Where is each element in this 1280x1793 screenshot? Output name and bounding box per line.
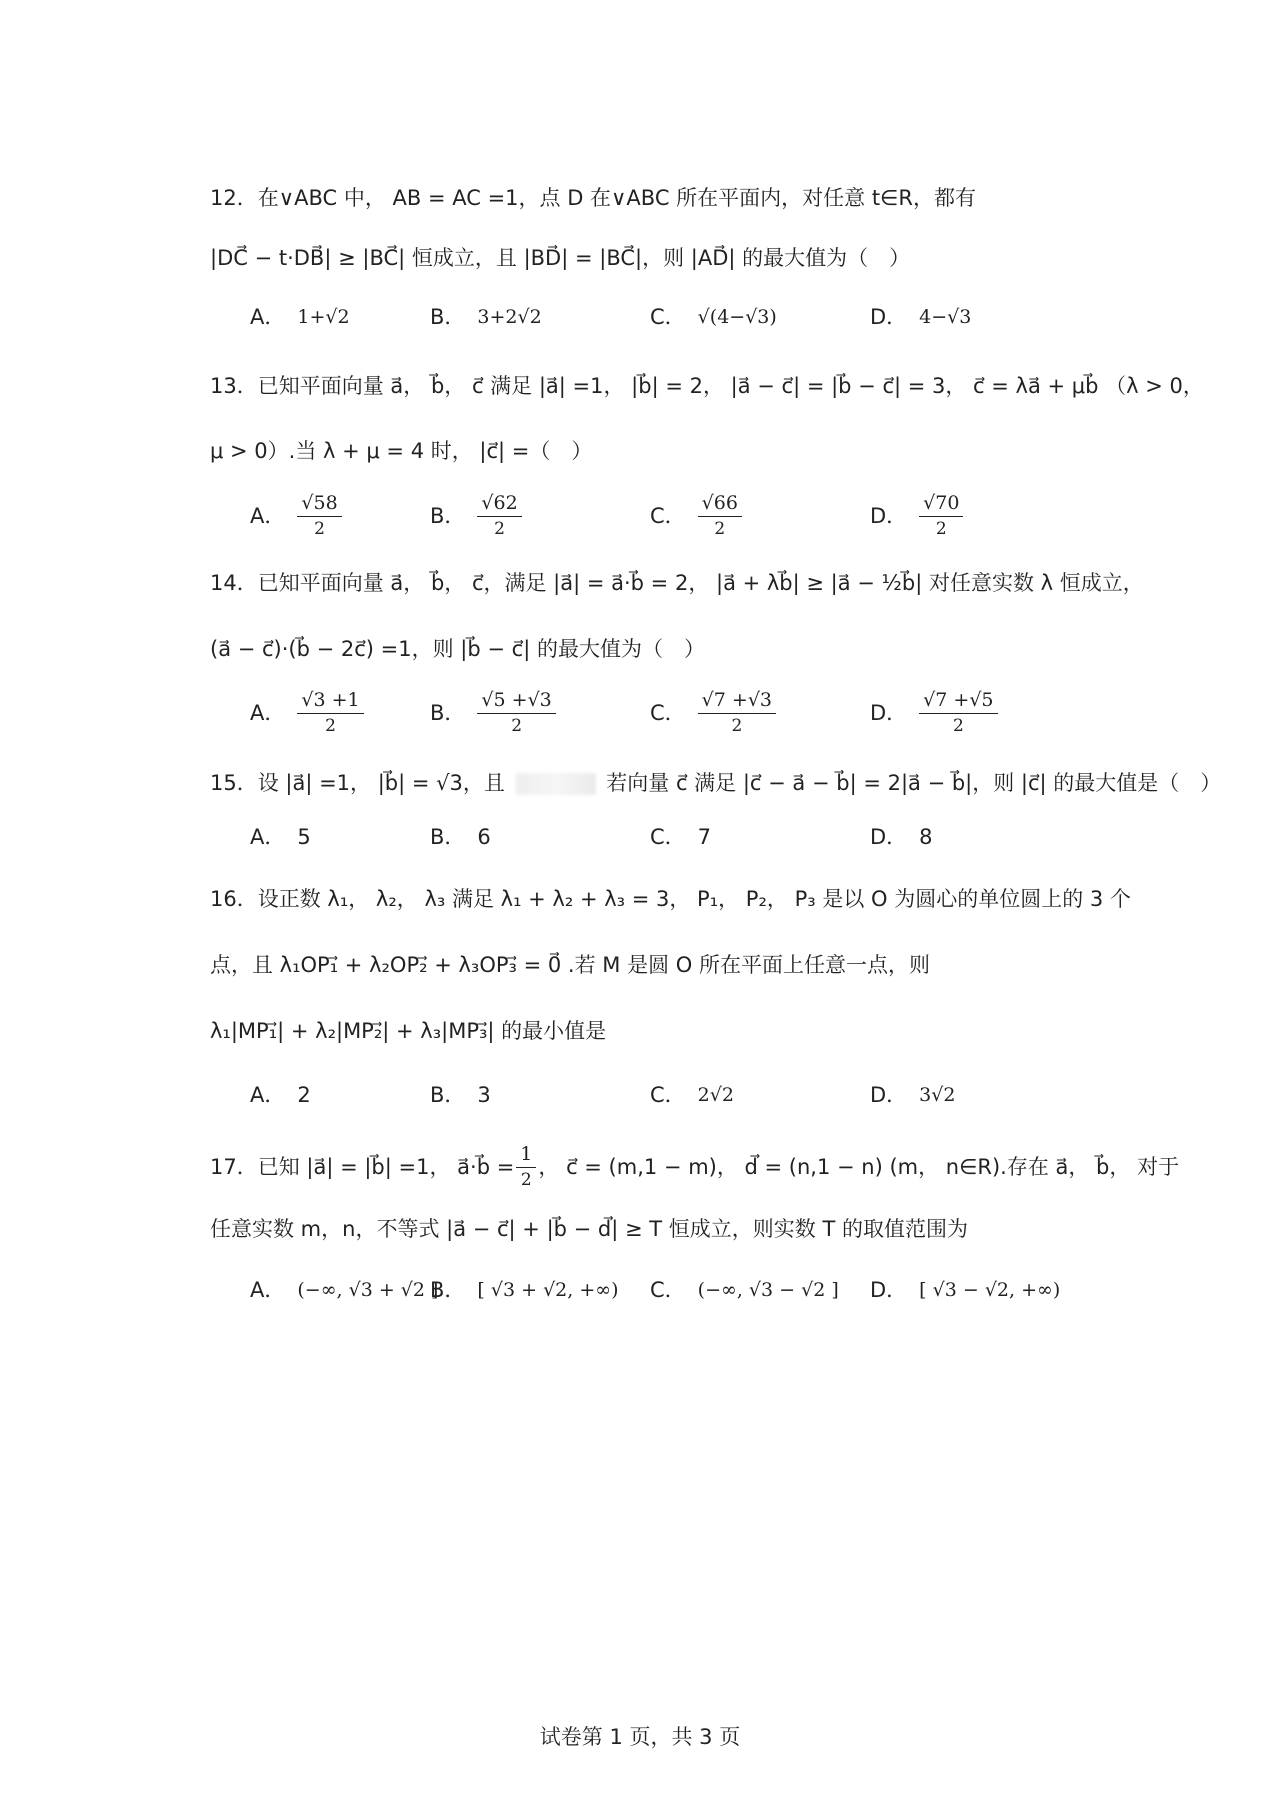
q15-line1-start: 15．设 |a⃗| =1， |b⃗| = √3，且	[210, 771, 505, 795]
q17-line1-end: ， c⃗ = (m,1 − m)， d⃗ = (n,1 − n) (m， n∈R).存在 a⃗， b⃗， 对于	[538, 1155, 1180, 1179]
q15-options	[0, 822, 1280, 862]
q15-line1-end: 若向量 c⃗ 满足 |c⃗ − a⃗ − b⃗| = 2|a⃗ − b⃗|，则 |c⃗| 的最大值是（ ）	[606, 771, 1222, 795]
q12-option-a[interactable]: A． 1+√2	[250, 305, 350, 329]
q13-option-b[interactable]: B． $\frac{√62}{2}$	[430, 493, 522, 539]
q15-option-a[interactable]: A． 5	[250, 825, 311, 849]
q16-option-d[interactable]: D． 3√2	[870, 1083, 956, 1107]
fraction: $\frac{√7 +√3}{2}$	[698, 690, 776, 736]
q12-line1: 12．在∨ABC 中， AB = AC =1，点 D 在∨ABC 所在平面内，对任意 t∈R，都有	[210, 186, 976, 210]
q17-option-b[interactable]: B． [ √3 + √2, +∞)	[430, 1278, 619, 1302]
q14-option-d[interactable]: D． $\frac{√7 +√5}{2}$	[870, 690, 998, 736]
q12-line2: |DC⃗ − t·DB⃗| ≥ |BC⃗| 恒成立，且 |BD⃗| = |BC⃗|，则 |AD⃗| 的最大值为（ ）	[210, 246, 911, 270]
q12-option-d[interactable]: D． 4−√3	[870, 305, 972, 329]
q12-option-c[interactable]: C． √(4−√3)	[650, 305, 777, 329]
fraction: $\frac{√58}{2}$	[297, 493, 341, 539]
q14-line1: 14．已知平面向量 a⃗， b⃗， c⃗，满足 |a⃗| = a⃗·b⃗ = 2， |a⃗ + λb⃗| ≥ |a⃗ − ½b⃗| 对任意实数 λ 恒成立，	[210, 571, 1144, 595]
blurred-region	[516, 773, 596, 795]
fraction: $\frac{√70}{2}$	[919, 493, 963, 539]
q15-line1	[210, 768, 1222, 798]
q14-option-a[interactable]: A． $\frac{√3 +1}{2}$	[250, 690, 364, 736]
q16-option-c[interactable]: C． 2√2	[650, 1083, 734, 1107]
fraction: $\frac{√5 +√3}{2}$	[477, 690, 555, 736]
q12-option-b[interactable]: B． 3+2√2	[430, 305, 542, 329]
q15-option-c[interactable]: C． 7	[650, 825, 712, 849]
q17-options	[0, 1275, 1280, 1315]
q13-line1: 13．已知平面向量 a⃗， b⃗， c⃗ 满足 |a⃗| =1， |b⃗| = 2， |a⃗ − c⃗| = |b⃗ − c⃗| = 3， c⃗ = λa⃗ + μb⃗ （λ > 0，	[210, 374, 1204, 398]
q16-option-a[interactable]: A． 2	[250, 1083, 311, 1107]
fraction-half: $\frac{1}{2}$	[516, 1144, 536, 1190]
q15-option-d[interactable]: D． 8	[870, 825, 933, 849]
q17-option-d[interactable]: D． [ √3 − √2, +∞)	[870, 1278, 1061, 1302]
fraction: $\frac{√66}{2}$	[698, 493, 742, 539]
fraction: $\frac{√7 +√5}{2}$	[919, 690, 997, 736]
q17-line1-start: 17．已知 |a⃗| = |b⃗| =1， a⃗·b⃗ =	[210, 1155, 515, 1179]
q16-line3: λ₁|MP₁⃗| + λ₂|MP₂⃗| + λ₃|MP₃⃗| 的最小值是	[210, 1019, 607, 1043]
q17-option-a[interactable]: A． (−∞, √3 + √2 ]	[250, 1278, 439, 1302]
q12-options	[0, 302, 1280, 342]
q17-option-c[interactable]: C． (−∞, √3 − √2 ]	[650, 1278, 839, 1302]
q14-line2: (a⃗ − c⃗)·(b⃗ − 2c⃗) =1，则 |b⃗ − c⃗| 的最大值为（ ）	[210, 637, 705, 661]
fraction: $\frac{√3 +1}{2}$	[297, 690, 363, 736]
q16-line1: 16．设正数 λ₁， λ₂， λ₃ 满足 λ₁ + λ₂ + λ₃ = 3， P₁， P₂， P₃ 是以 O 为圆心的单位圆上的 3 个	[210, 887, 1131, 911]
page-footer: 试卷第 1 页，共 3 页	[539, 1725, 741, 1749]
q13-option-a[interactable]: A． $\frac{√58}{2}$	[250, 493, 342, 539]
q13-option-c[interactable]: C． $\frac{√66}{2}$	[650, 493, 742, 539]
q13-options	[0, 492, 1280, 539]
q15-option-b[interactable]: B． 6	[430, 825, 491, 849]
q17-line2: 任意实数 m，n，不等式 |a⃗ − c⃗| + |b⃗ − d⃗| ≥ T 恒成立，则实数 T 的取值范围为	[210, 1217, 968, 1241]
q14-option-c[interactable]: C． $\frac{√7 +√3}{2}$	[650, 690, 776, 736]
q17-line1	[210, 1143, 1180, 1191]
q13-line2: μ > 0）.当 λ + μ = 4 时， |c⃗| =（ ）	[210, 439, 593, 463]
q16-option-b[interactable]: B． 3	[430, 1083, 491, 1107]
q16-line2: 点，且 λ₁OP₁⃗ + λ₂OP₂⃗ + λ₃OP₃⃗ = 0⃗ .若 M 是圆 O 所在平面上任意一点，则	[210, 953, 930, 977]
q14-option-b[interactable]: B． $\frac{√5 +√3}{2}$	[430, 690, 556, 736]
q16-options	[0, 1080, 1280, 1120]
q14-options	[0, 689, 1280, 736]
q13-option-d[interactable]: D． $\frac{√70}{2}$	[870, 493, 963, 539]
fraction: $\frac{√62}{2}$	[477, 493, 521, 539]
